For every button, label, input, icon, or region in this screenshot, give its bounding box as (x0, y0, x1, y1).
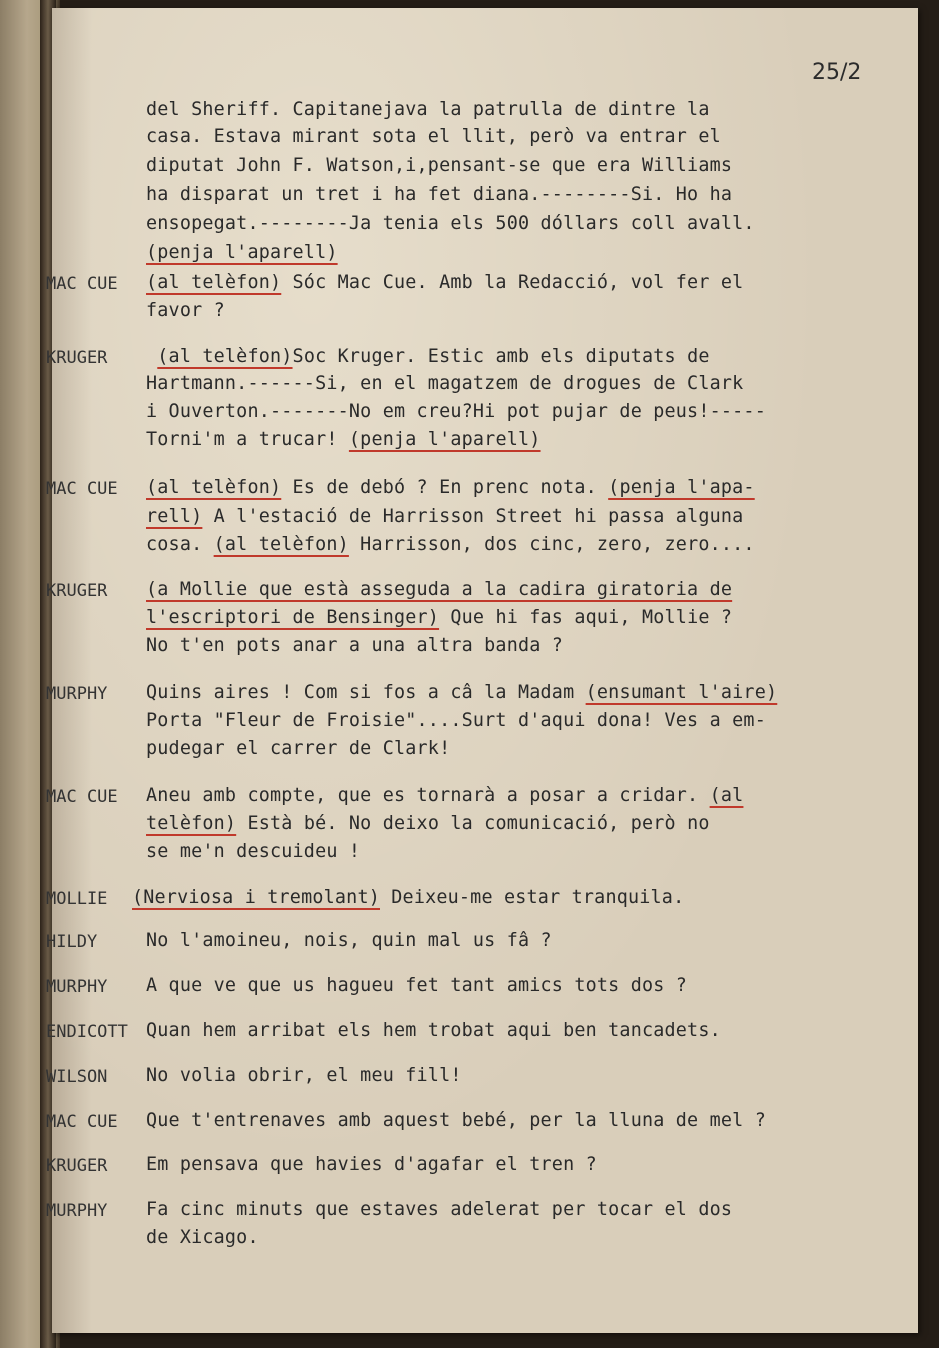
script-line (146, 183, 732, 207)
stage-direction: (ensumant l'aire) (585, 682, 778, 703)
dialogue-text: del Sheriff. Capitanejava la patrulla de dintre la (146, 99, 710, 120)
dialogue-text: A que ve que us hagueu fet tant amics tots dos ? (146, 975, 688, 996)
script-line (146, 578, 732, 602)
dialogue-text: ensopegat.--------Ja tenia els 500 dóllars coll avall. (146, 213, 755, 234)
script-line (146, 533, 755, 557)
stage-direction: telèfon) (146, 813, 237, 834)
stage-direction: (al telèfon) (146, 477, 282, 498)
dialogue-text: No t'en pots anar a una altra banda ? (146, 635, 564, 656)
speaker-name: MURPHY (46, 1201, 108, 1221)
dialogue-text: Soc Kruger. Estic amb els diputats de (292, 346, 710, 367)
stage-direction: (al (709, 785, 744, 806)
script-line (146, 345, 710, 369)
stage-direction: (penja l'aparell) (146, 242, 338, 263)
dialogue-text: Aneu amb compte, que es tornarà a posar a cridar. (146, 785, 710, 806)
script-line (146, 241, 338, 265)
dialogue-text: Fa cinc minuts que estaves adelerat per tocar el dos (146, 1199, 733, 1220)
dialogue-text: Porta "Fleur de Froisie"....Surt d'aqui dona! Ves a em- (146, 710, 766, 731)
dialogue-text: ha disparat un tret i ha fet diana.--------Si. Ho ha (146, 184, 733, 205)
speaker-name: KRUGER (46, 1156, 108, 1176)
script-line (146, 737, 450, 761)
script-line (146, 1019, 721, 1043)
dialogue-text: Està bé. No deixo la comunicació, però no (236, 813, 710, 834)
script-line (146, 606, 732, 630)
speaker-name: ENDICOTT (46, 1022, 128, 1042)
speaker-name: MURPHY (46, 684, 108, 704)
stage-direction: (penja l'apa- (608, 477, 755, 498)
stage-direction: (penja l'aparell) (348, 429, 541, 450)
dialogue-text: A l'estació de Harrisson Street hi passa alguna (202, 506, 744, 527)
stage-direction: rell) (146, 506, 203, 527)
speaker-name: WILSON (46, 1067, 108, 1087)
speaker-name: MAC CUE (46, 1112, 118, 1132)
speaker-name: HILDY (46, 932, 98, 952)
dialogue-text: Deixeu-me estar tranquila. (380, 887, 685, 908)
dialogue-text: casa. Estava mirant sota el llit, però va entrar el (146, 126, 721, 147)
script-line (146, 634, 563, 658)
stage-direction: (a Mollie que està asseguda a la cadira giratoria de (146, 579, 733, 600)
script-line (146, 1153, 597, 1177)
stage-direction: l'escriptori de Bensinger) (146, 607, 440, 628)
script-line (146, 400, 766, 424)
speaker-name: MURPHY (46, 977, 108, 997)
script-line (146, 840, 360, 864)
dialogue-text: Hartmann.------Si, en el magatzem de drogues de Clark (146, 373, 744, 394)
stage-direction: (al telèfon) (146, 272, 282, 293)
dialogue-text: Es de debó ? En prenc nota. (281, 477, 609, 498)
script-line (146, 271, 743, 295)
script-line (146, 812, 710, 836)
dialogue-text: No l'amoineu, nois, quin mal us fâ ? (146, 930, 552, 951)
dialogue-text: No volia obrir, el meu fill! (146, 1065, 462, 1086)
script-line (146, 1226, 259, 1250)
dialogue-text: cosa. (146, 534, 214, 555)
script-line (146, 505, 743, 529)
script-line (132, 886, 684, 910)
script-line (146, 98, 710, 122)
typewritten-page (46, 8, 918, 1333)
dialogue-text: de Xicago. (146, 1227, 259, 1248)
script-line (146, 1064, 462, 1088)
script-line (146, 476, 755, 500)
dialogue-text: Sóc Mac Cue. Amb la Redacció, vol fer el (281, 272, 744, 293)
dialogue-text: Torni'm a trucar! (146, 429, 349, 450)
speaker-name: MAC CUE (46, 479, 118, 499)
script-line (146, 974, 687, 998)
dialogue-text: diputat John F. Watson,i,pensant-se que era Williams (146, 155, 733, 176)
stage-direction: (al telèfon) (157, 346, 293, 367)
script-line (146, 428, 541, 452)
dialogue-text: Que hi fas aqui, Mollie ? (439, 607, 733, 628)
dialogue-text: Em pensava que havies d'agafar el tren ? (146, 1154, 597, 1175)
dialogue-text: Quins aires ! Com si fos a câ la Madam (146, 682, 586, 703)
dialogue-text: Que t'entrenaves amb aquest bebé, per la lluna de mel ? (146, 1110, 766, 1131)
speaker-name: MAC CUE (46, 274, 118, 294)
script-line (146, 212, 755, 236)
dialogue-text (146, 346, 157, 367)
script-line (146, 681, 777, 705)
script-line (146, 1198, 732, 1222)
script-line (146, 154, 732, 178)
dialogue-text: i Ouverton.-------No em creu?Hi pot pujar de peus!----- (146, 401, 766, 422)
script-line (146, 784, 743, 808)
dialogue-text: favor ? (146, 300, 225, 321)
stage-direction: (Nerviosa i tremolant) (132, 887, 380, 908)
script-line (146, 372, 743, 396)
dialogue-text: se me'n descuideu ! (146, 841, 361, 862)
stage-direction: (al telèfon) (213, 534, 349, 555)
dialogue-text: pudegar el carrer de Clark! (146, 738, 451, 759)
dialogue-text: Harrisson, dos cinc, zero, zero.... (348, 534, 755, 555)
speaker-name: KRUGER (46, 581, 108, 601)
script-line (146, 299, 225, 323)
speaker-name: MOLLIE (46, 889, 108, 909)
script-line (146, 929, 552, 953)
dialogue-text: Quan hem arribat els hem trobat aqui ben tancadets. (146, 1020, 721, 1041)
script-line (146, 1109, 766, 1133)
script-line (146, 709, 766, 733)
page-number: 25/2 (812, 60, 862, 85)
speaker-name: MAC CUE (46, 787, 118, 807)
script-line (146, 125, 721, 149)
speaker-name: KRUGER (46, 348, 108, 368)
